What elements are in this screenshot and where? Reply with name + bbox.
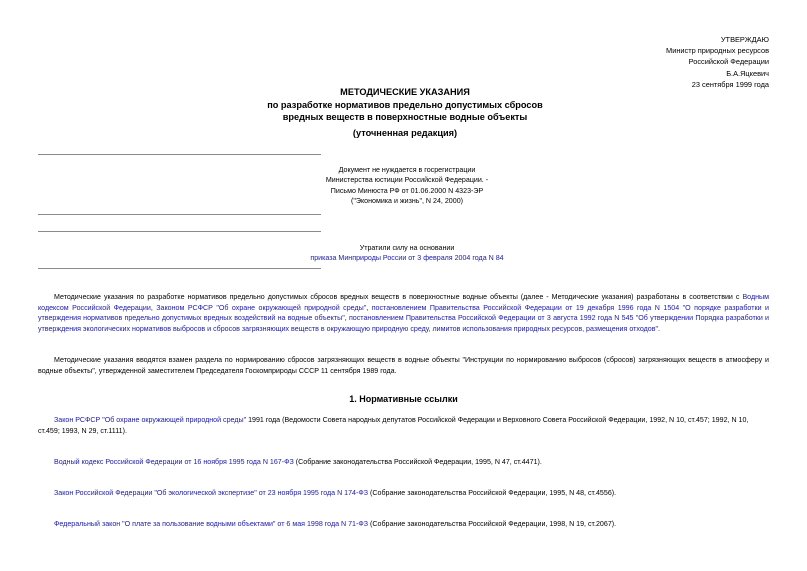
title-line: МЕТОДИЧЕСКИЕ УКАЗАНИЯ	[340, 87, 470, 97]
reference-link[interactable]: Федеральный закон "О плате за пользование водными объектами" от 6 мая 1998 года N 71-ФЗ	[54, 520, 369, 528]
environment-law-link[interactable]: Законом РСФСР "Об охране окружающей природной среды"	[156, 303, 367, 312]
lost-force-text: Утратили силу на основании	[359, 244, 455, 252]
reference-item	[38, 415, 769, 436]
reference-item	[38, 457, 769, 468]
paragraph-text: .	[658, 324, 660, 333]
resolution-545-link[interactable]: постановлением Правительства Российской Федерации от 3 августа 1992 года N 545 "Об утверждении Порядка разработки и утверждения экологических нормативов выбросов и сбросов загрязняющих веществ в окружающую природную среду, лимитов использования природных ресурсов, размещения отходов"	[38, 314, 769, 333]
section-title: 1. Нормативные ссылки	[349, 394, 458, 404]
document-title	[230, 86, 580, 124]
note-line: Письмо Минюста РФ от 01.06.2000 N 4323-ЭР	[330, 186, 484, 195]
approval-block	[666, 34, 769, 90]
divider	[38, 214, 321, 215]
reference-item	[38, 488, 769, 499]
approval-line: УТВЕРЖДАЮ	[720, 35, 769, 44]
note-line: Министерства юстиции Российской Федерации. -	[325, 176, 489, 185]
title-line: по разработке нормативов предельно допустимых сбросов	[267, 99, 543, 110]
reference-text: (Собрание законодательства Российской Федерации, 1995, N 48, ст.4556).	[368, 489, 617, 497]
reference-text: 1991 года (Ведомости Совета народных депутатов Российской Федерации и Верховного Совета Российской Федерации, 1992, N 10, ст.457; 1992, N 10, ст.459; 1993, N 29, ст.1111).	[38, 416, 749, 435]
divider	[38, 154, 321, 155]
title-line: вредных веществ в поверхностные водные объекты	[282, 112, 528, 123]
resolution-1504-link[interactable]: постановлением Правительства Российской Федерации от 19 декабря 1996 года N 1504 "О порядке разработки и утверждения нормативов предельно допустимых вредных воздействий на водные объекты"	[38, 303, 769, 323]
approval-line: Министр природных ресурсов	[666, 46, 769, 56]
replacement-paragraph: Методические указания вводятся взамен раздела по нормированию сбросов загрязняющих веществ в водные объекты "Инструкции по нормированию выбросов (сбросов) загрязняющих веществ в атмосферу и водные объекты", утвержденной заместителем Председателя Госкомприроды СССР 11 сентября 1989 года.	[38, 356, 769, 375]
reference-link[interactable]: Закон РСФСР "Об охране окружающей природной среды"	[54, 416, 247, 424]
registration-note	[292, 165, 522, 207]
divider	[38, 268, 321, 269]
reference-link[interactable]: Водный кодекс Российской Федерации от 16 ноября 1995 года N 167-ФЗ	[54, 458, 294, 466]
water-code-link[interactable]: Водным кодексом Российской Федерации	[38, 293, 769, 312]
reference-text: (Собрание законодательства Российской Федерации, 1998, N 19, ст.2067).	[368, 520, 617, 528]
divider	[38, 231, 321, 232]
paragraph-text: Методические указания по разработке нормативов предельно допустимых сбросов вредных веществ в поверхностные водные объекты (далее - Методические указания) разработаны в соответствии с	[54, 293, 743, 301]
paragraph-text: ,	[366, 303, 372, 312]
edition-label: (уточненная редакция)	[352, 128, 458, 138]
lost-force-note	[292, 243, 522, 264]
lost-force-link[interactable]: приказа Минприроды России от 3 февраля 2004 года N 84	[310, 254, 504, 263]
note-line: ("Экономика и жизнь", N 24, 2000)	[350, 197, 464, 206]
paragraph-text: ,	[150, 303, 157, 312]
approval-line: 23 сентября 1999 года	[691, 79, 769, 89]
intro-paragraph	[38, 292, 769, 334]
approval-line: Российской Федерации	[688, 57, 769, 67]
reference-link[interactable]: Закон Российской Федерации "Об экологической экспертизе" от 23 ноября 1995 года N 174-ФЗ	[54, 489, 369, 497]
approval-line: Б.А.Яцкевич	[726, 68, 769, 78]
reference-item	[38, 519, 769, 530]
reference-text: (Собрание законодательства Российской Федерации, 1995, N 47, ст.4471).	[293, 458, 542, 466]
paragraph-text: ,	[344, 314, 349, 323]
note-line: Документ не нуждается в госрегистрации	[338, 166, 476, 174]
